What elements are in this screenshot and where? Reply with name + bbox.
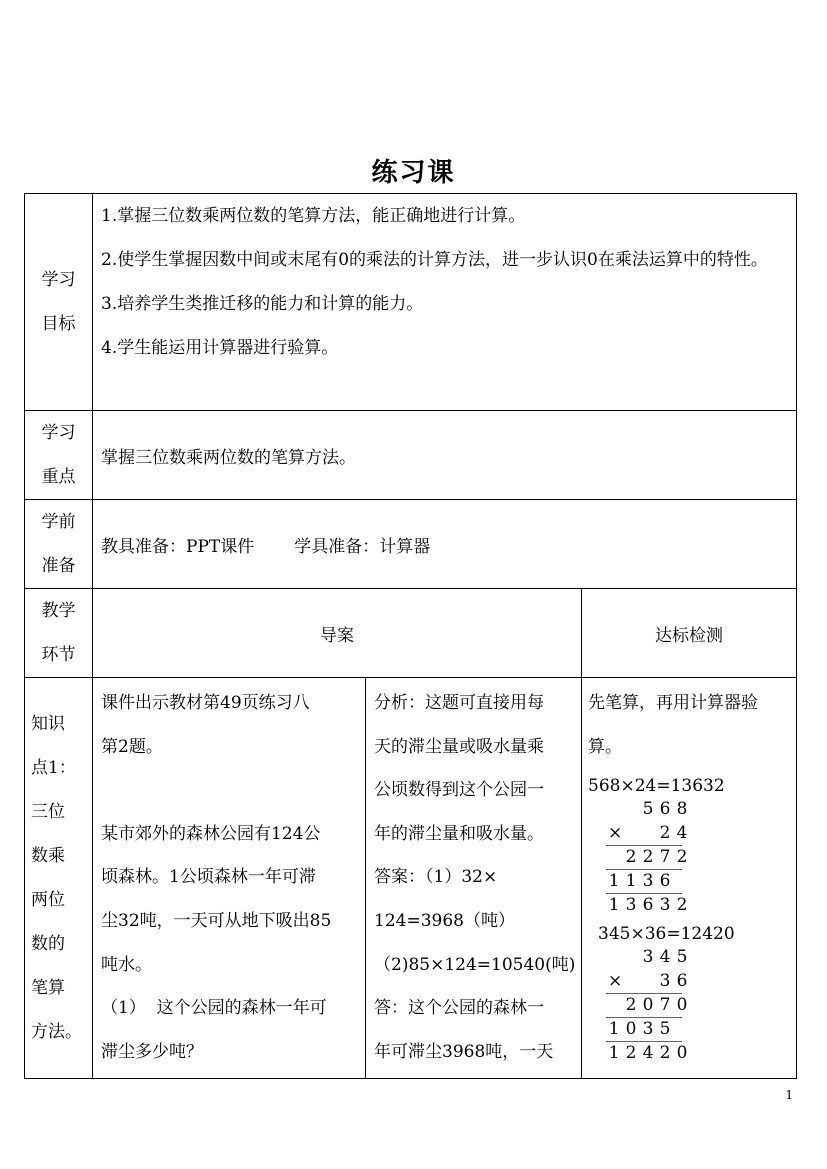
calc-rule: [606, 893, 682, 894]
calc-digit: 3: [659, 971, 671, 992]
analysis-line: 124=3968（吨）: [374, 910, 515, 931]
vertical-calc-2: [588, 947, 778, 1064]
goal-item: 2.使学生掌握因数中间或末尾有0的乘法的计算方法，进一步认识0在乘法运算中的特性。: [101, 250, 768, 270]
goals-content: [93, 194, 797, 411]
analysis-line: 分析：这题可直接用每: [374, 693, 544, 713]
guide-content: [93, 678, 366, 1079]
goals-label: 学习 目标: [25, 194, 93, 411]
goal-item: 3.培养学生类推迁移的能力和计算的能力。: [101, 294, 424, 314]
analysis-line: 答：这个公园的森林一: [374, 998, 544, 1019]
calc-digit: 1: [608, 895, 620, 916]
knowledge-label: 知识 点1： 三位 数乘 两位 数的 笔算 方法。: [25, 678, 93, 1079]
calc-digit: 4: [642, 1043, 654, 1064]
calc-digit: 2: [625, 995, 637, 1016]
prep-row: [25, 500, 797, 589]
check-header: 达标检测: [582, 589, 797, 678]
calc-digit: 6: [659, 871, 671, 892]
guide-line: 课件出示教材第49页练习八: [101, 693, 310, 713]
teacher-prep: 教具准备：PPT课件: [101, 536, 255, 557]
guide-line: 某市郊外的森林公园有124公: [101, 823, 321, 844]
calc-rule: [606, 1041, 682, 1042]
goals-row: [25, 194, 797, 411]
calc-row: [588, 971, 778, 995]
calc-digit: 1: [608, 871, 620, 892]
analysis-line: 天的滞尘量或吸水量乘: [374, 736, 544, 757]
times-sign: ×: [608, 823, 623, 844]
calc-digit: 3: [642, 871, 654, 892]
goal-item: 1.掌握三位数乘两位数的笔算方法，能正确地进行计算。: [101, 206, 526, 226]
calc-digit: 6: [659, 799, 671, 820]
stage-header-row: [25, 589, 797, 678]
analysis-content: [366, 678, 582, 1079]
calc-digit: 5: [659, 1019, 671, 1040]
calc-digit: 4: [676, 823, 688, 844]
calc-row: [588, 871, 778, 895]
analysis-line: 年的滞尘量和吸水量。: [374, 823, 544, 844]
calc-digit: 5: [676, 947, 688, 968]
analysis-line: 答案：（1）32×: [374, 867, 498, 888]
calc-row: [588, 947, 778, 971]
calc-row: [588, 1019, 778, 1043]
calc-digit: 0: [676, 1043, 688, 1064]
focus-label: 学习 重点: [25, 411, 93, 500]
guide-line: 尘32吨，一天可从地下吸出85: [101, 910, 332, 931]
calc-digit: 1: [625, 871, 637, 892]
calc-digit: 6: [642, 895, 654, 916]
calc-digit: 3: [642, 1019, 654, 1040]
analysis-line: 年可滞尘3968吨，一天: [374, 1041, 554, 1062]
calc-row: [588, 1043, 778, 1067]
calc-digit: 2: [676, 847, 688, 868]
calc-digit: 4: [659, 947, 671, 968]
guide-line: 吨水。: [101, 954, 152, 975]
calc-row: [588, 995, 778, 1019]
calc-digit: 2: [642, 847, 654, 868]
guide-header: 导案: [93, 589, 582, 678]
guide-line: （1） 这个公园的森林一年可: [101, 998, 327, 1019]
calc-digit: 3: [625, 895, 637, 916]
knowledge-row: [25, 678, 797, 1079]
calc-digit: 2: [625, 847, 637, 868]
calc2-equation: 345×36=12420: [598, 924, 735, 945]
calc-row: [588, 823, 778, 847]
calc-digit: 2: [659, 1043, 671, 1064]
prep-content: [93, 500, 797, 589]
calc-row: [588, 847, 778, 871]
calc-rule: [606, 1017, 682, 1018]
page-number: 1: [785, 1088, 793, 1102]
check-content: [582, 678, 797, 1079]
analysis-line: 公顷数得到这个公园一: [374, 780, 544, 801]
stage-label: 教学 环节: [25, 589, 93, 678]
calc-digit: 2: [659, 823, 671, 844]
lesson-plan-table: [24, 193, 797, 1079]
calc-digit: 1: [608, 1043, 620, 1064]
prep-label: 学前 准备: [25, 500, 93, 589]
guide-line: 滞尘多少吨？: [101, 1041, 203, 1062]
analysis-line: （2)85×124=10540(吨): [374, 954, 576, 975]
vertical-calc-1: [588, 799, 778, 923]
calc-digit: 5: [642, 799, 654, 820]
guide-line: 顷森林。1公顷森林一年可滞: [101, 867, 316, 888]
calc-rule: [606, 993, 682, 994]
calc-rule: [606, 845, 682, 846]
goal-item: 4.学生能运用计算器进行验算。: [101, 338, 339, 358]
calc-rule: [606, 869, 682, 870]
calc-digit: 0: [642, 995, 654, 1016]
student-prep: 学具准备：计算器: [294, 536, 431, 557]
calc-digit: 6: [676, 971, 688, 992]
focus-row: [25, 411, 797, 500]
calc-digit: 8: [676, 799, 688, 820]
focus-content: 掌握三位数乘两位数的笔算方法。: [93, 411, 797, 500]
calc-digit: 3: [642, 947, 654, 968]
check-intro: 先笔算，再用计算器验 算。: [588, 693, 758, 757]
calc-digit: 7: [659, 847, 671, 868]
calc-digit: 7: [659, 995, 671, 1016]
calc1-equation: 568×24=13632: [588, 776, 725, 797]
calc-digit: 0: [676, 995, 688, 1016]
calc-digit: 1: [608, 1019, 620, 1040]
calc-digit: 0: [625, 1019, 637, 1040]
calc-digit: 3: [659, 895, 671, 916]
calc-row: [588, 799, 778, 823]
calc-row: [588, 895, 778, 919]
guide-line: 第2题。: [101, 736, 163, 757]
page-title: 练习课: [371, 158, 456, 188]
times-sign: ×: [608, 971, 623, 992]
calc-digit: 2: [625, 1043, 637, 1064]
calc-digit: 2: [676, 895, 688, 916]
guide-line: [101, 769, 357, 813]
